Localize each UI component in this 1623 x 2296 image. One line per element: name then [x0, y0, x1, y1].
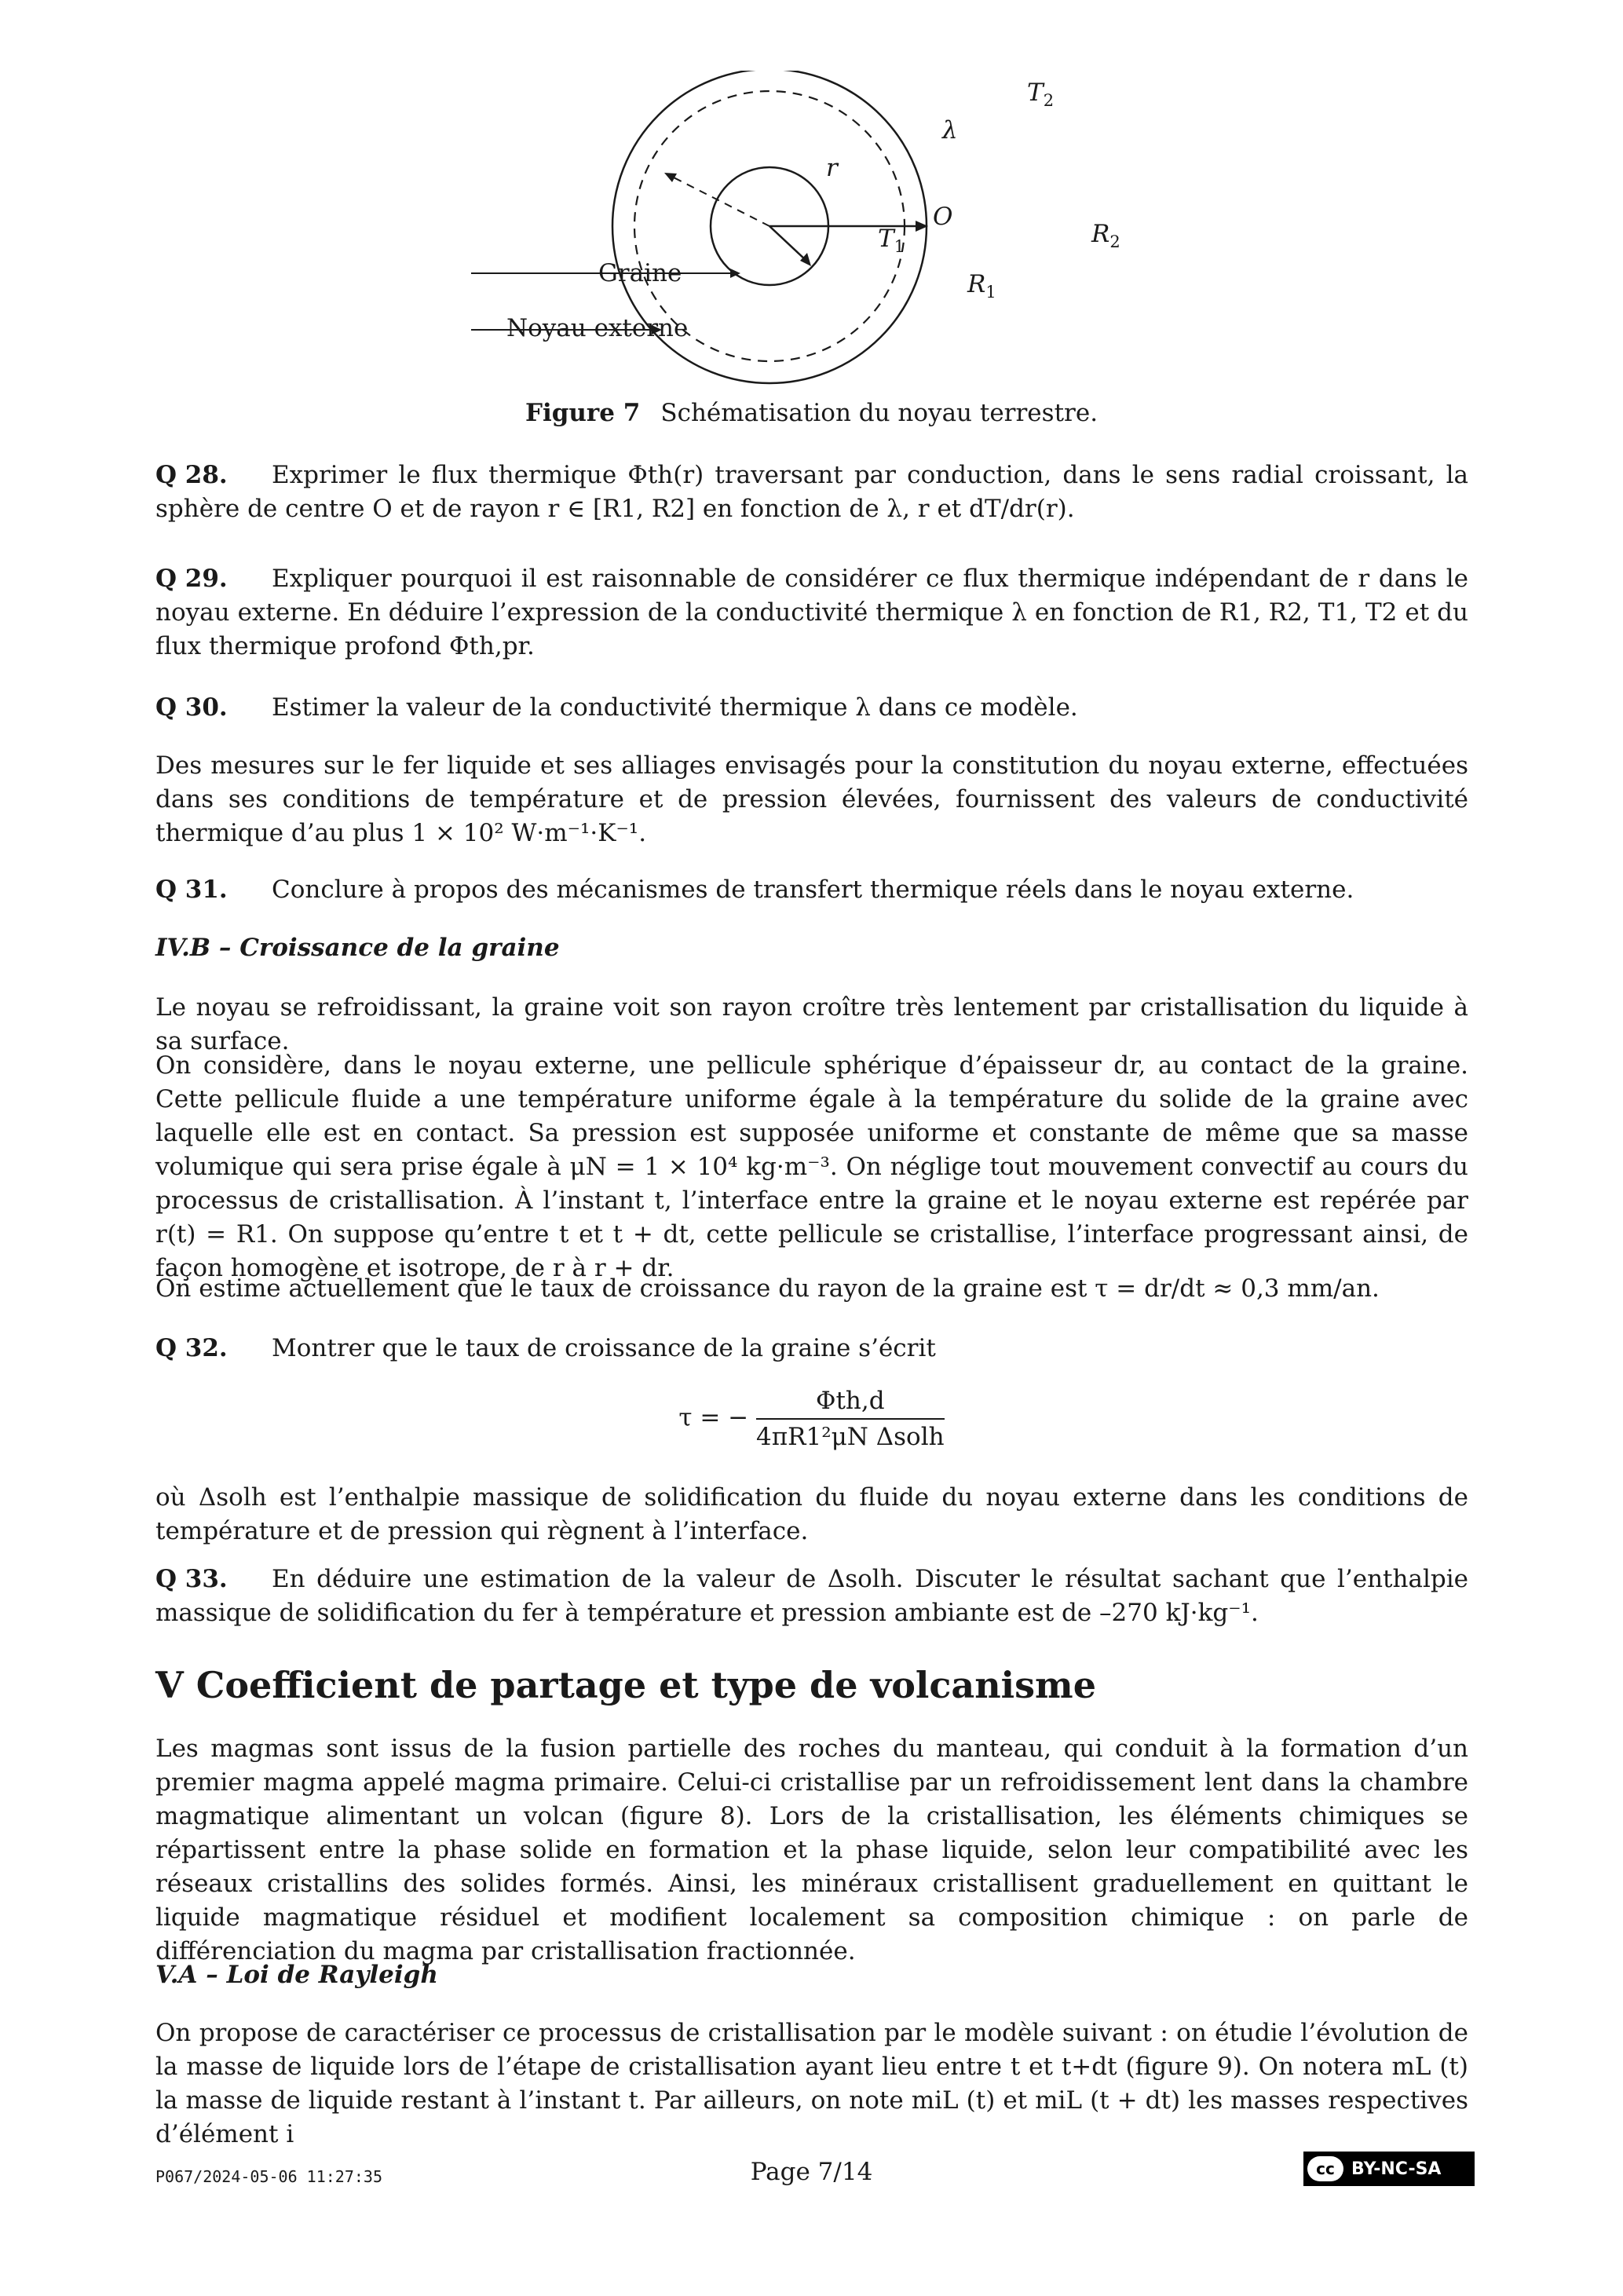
equation-denominator: 4πR1²μN Δsolh — [756, 1423, 945, 1451]
equation-lhs: τ = − — [678, 1403, 749, 1432]
footer-page-number: Page 7/14 — [750, 2158, 873, 2186]
label-noyau-externe: Noyau externe — [506, 314, 689, 342]
paragraph-pellicule: On considère, dans le noyau externe, une pellicule sphérique d’épaisseur dr, au contact de la graine. Cette pellicule fluide a une température uniforme égale à la température du solide de la graine avec laquelle elle est en contact. Sa pression est supposée uniforme et constante de même que sa masse volumique qui sera prise égale à μN = 1 × 10⁴ kg·m⁻³. On néglige tout mouvement convectif au cours du processus de cristallisation. À l’instant t, l’interface entre la graine et le noyau externe est repérée par r(t) = R1. On suppose qu’entre t et t + dt, cette pellicule se cristallise, l’interface progressant ainsi, de façon homogène et isotrope, de r à r + dr. — [155, 1051, 1468, 1282]
figure-7-diagram — [471, 71, 1068, 400]
question-33: Q 33. En déduire une estimation de la valeur de Δsolh. Discuter le résultat sachant que l’enthalpie massique de solidification du fer à température et pression ambiante est de –270 kJ·kg⁻¹. — [155, 1565, 1468, 1627]
equation-tau — [0, 1387, 1623, 1451]
label-r2: $R_2$ — [1091, 220, 1120, 252]
paragraph-propose: On propose de caractériser ce processus de cristallisation par le modèle suivant : on étudie l’évolution de la masse de liquide lors de l’étape de cristallisation ayant lieu entre t et t+dt (figure 9). On notera mL (t) la masse de liquide restant à l’instant t. Par ailleurs, on note miL (t) et miL (t + dt) les masses respectives d’élément i — [155, 2019, 1468, 2148]
paragraph-taux: On estime actuellement que le taux de croissance du rayon de la graine est τ = dr/dt ≈ 0,3 mm/an. — [155, 1274, 1380, 1303]
question-28: Q 28. Exprimer le flux thermique Φth(r) traversant par conduction, dans le sens radial croissant, la sphère de centre O et de rayon r ∈ [R1, R2] en fonction de λ, r et dT/dr(r). — [155, 461, 1468, 523]
section-ivb-title: IV.B – Croissance de la graine — [155, 934, 560, 962]
figure-7-caption: Figure 7 Schématisation du noyau terrestre. — [525, 399, 1098, 427]
equation-numerator: Φth,d — [756, 1387, 945, 1420]
label-t1: $T_1$ — [878, 225, 905, 257]
label-t2: $T_2$ — [1027, 79, 1055, 111]
paragraph-enthalpie: où Δsolh est l’enthalpie massique de solidification du fluide du noyau externe dans les conditions de température et de pression qui règnent à l’interface. — [155, 1483, 1468, 1545]
paragraph-refroidissement: Le noyau se refroidissant, la graine voit son rayon croître très lentement par cristallisation du liquide à sa surface. — [155, 993, 1468, 1055]
label-o: O — [933, 203, 953, 231]
question-30: Q 30. Estimer la valeur de la conductivité thermique λ dans ce modèle. — [155, 693, 1078, 722]
radius-r1-arrowhead — [800, 253, 811, 266]
label-r: r — [826, 154, 838, 182]
section-v-title: V Coefficient de partage et type de volcanisme — [155, 1664, 1096, 1706]
license-badge — [1303, 2152, 1475, 2186]
label-graine: Graine — [598, 259, 682, 287]
equation-fraction — [756, 1387, 945, 1451]
question-31: Q 31. Conclure à propos des mécanismes de transfert thermique réels dans le noyau externe. — [155, 876, 1354, 904]
license-text: BY-NC-SA — [1351, 2159, 1442, 2179]
cc-icon: cc — [1307, 2156, 1343, 2181]
label-lambda: λ — [942, 116, 958, 144]
question-32: Q 32. Montrer que le taux de croissance de la graine s’écrit — [155, 1334, 936, 1362]
radius-r1-line — [769, 226, 806, 261]
question-29: Q 29. Expliquer pourquoi il est raisonnable de considérer ce flux thermique indépendant de r dans le noyau externe. En déduire l’expression de la conductivité thermique λ en fonction de R1, R2, T1, T2 et du flux thermique profond Φth,pr. — [155, 565, 1468, 660]
label-r1: $R_1$ — [967, 270, 996, 302]
section-va-title: V.A – Loi de Rayleigh — [155, 1961, 438, 1989]
paragraph-magmas: Les magmas sont issus de la fusion partielle des roches du manteau, qui conduit à la formation d’un premier magma appelé magma primaire. Celui-ci cristallise par un refroidissement lent dans la chambre magmatique alimentant un volcan (figure 8). Lors de la cristallisation, les éléments chimiques se répartissent entre la phase solide en formation et la phase liquide, selon leur compatibilité avec les réseaux cristallins des solides formés. Ainsi, les minéraux cristallisent graduellement en quittant le liquide magmatique résiduel et modifient localement sa composition chimique : on parle de différenciation du magma par cristallisation fractionnée. — [155, 1735, 1468, 1965]
paragraph-mesures: Des mesures sur le fer liquide et ses alliages envisagés pour la constitution du noyau externe, effectuées dans ses conditions de température et de pression élevées, fournissent des valeurs de conductivité thermique d’au plus 1 × 10² W·m⁻¹·K⁻¹. — [155, 751, 1468, 847]
footer-document-id: P067/2024-05-06 11:27:35 — [155, 2167, 382, 2186]
